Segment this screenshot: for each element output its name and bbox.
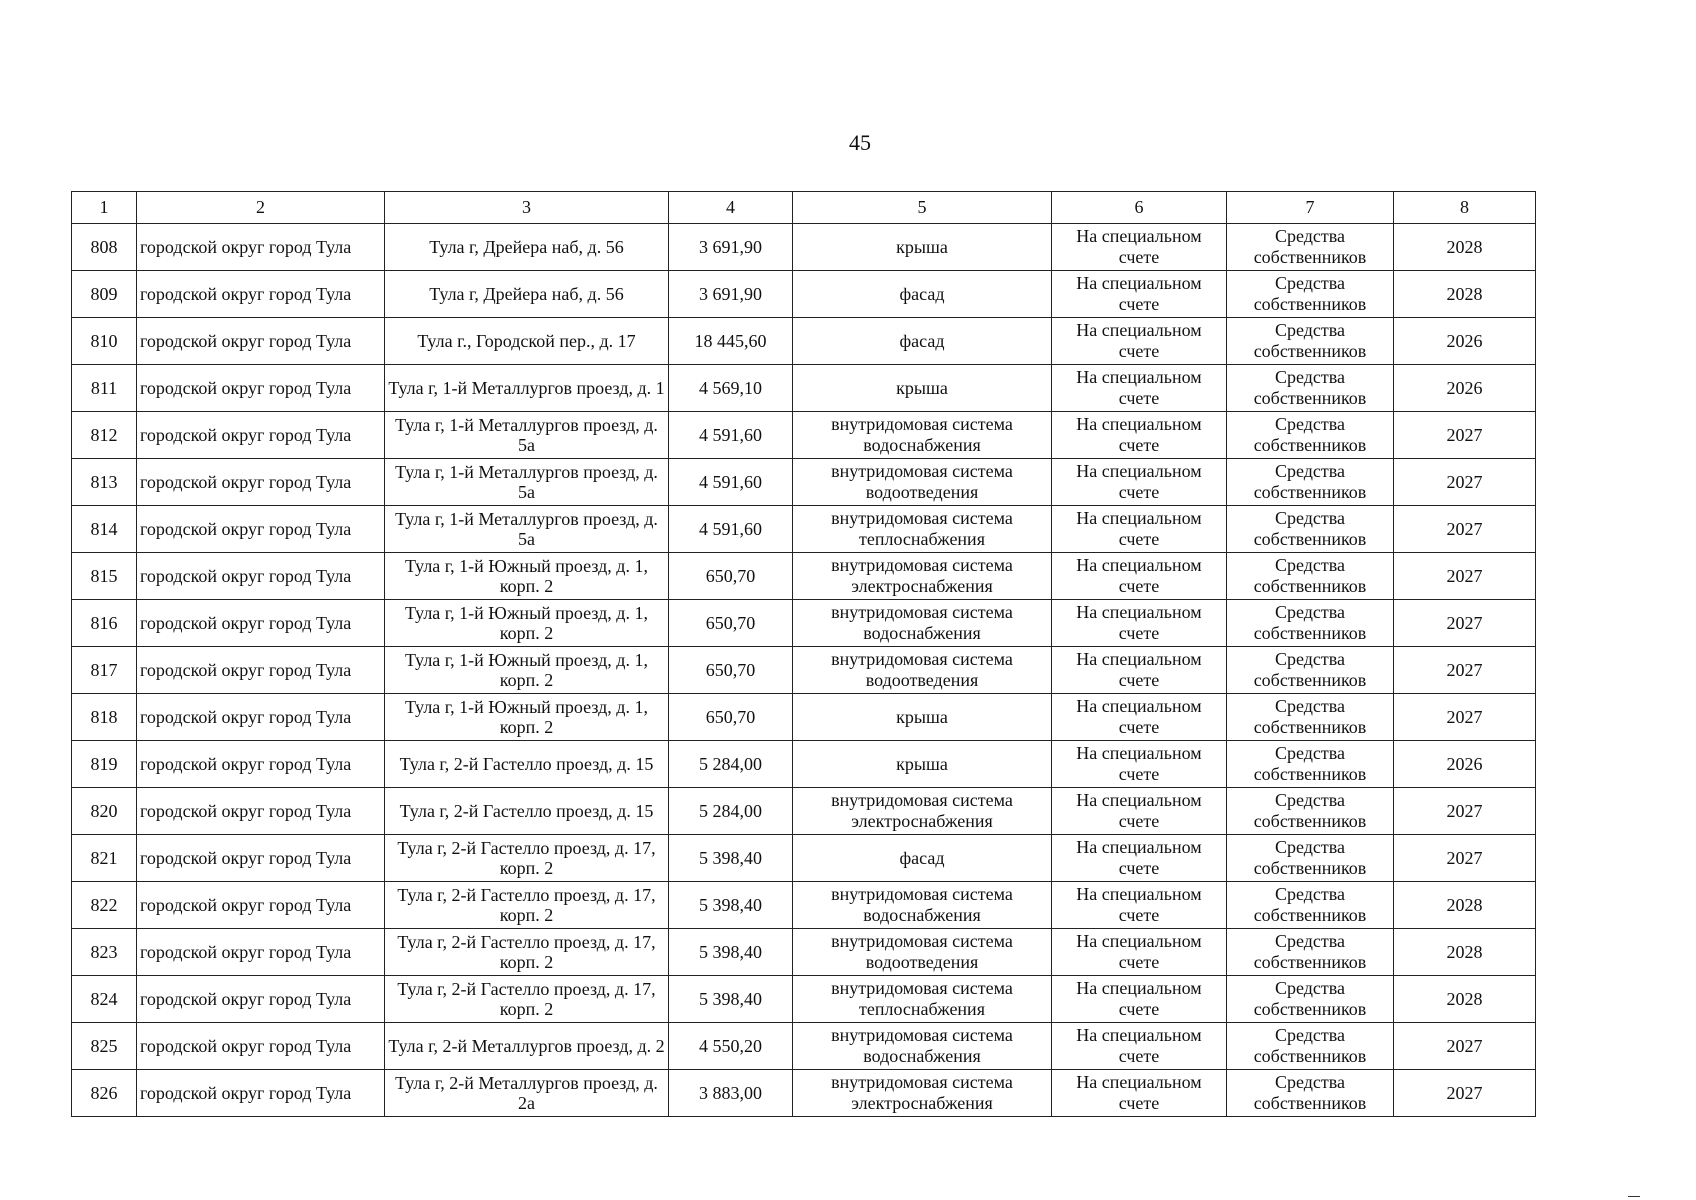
table-row <box>72 271 1536 318</box>
account-type-cell: На специальном счете <box>1052 506 1227 553</box>
area-cell: 4 591,60 <box>669 506 793 553</box>
year-cell: 2027 <box>1394 1070 1536 1117</box>
municipality-cell: городской округ город Тула <box>137 459 385 506</box>
area-cell: 650,70 <box>669 694 793 741</box>
address-cell: Тула г, 2-й Гастелло проезд, д. 17, корп. 2 <box>385 882 669 929</box>
address-cell: Тула г, 2-й Гастелло проезд, д. 17, корп. 2 <box>385 976 669 1023</box>
column-number-header: 1 <box>72 192 137 224</box>
funding-source-cell: Средства собственников <box>1227 694 1394 741</box>
funding-source-cell: Средства собственников <box>1227 459 1394 506</box>
funding-source-cell: Средства собственников <box>1227 318 1394 365</box>
address-cell: Тула г, Дрейера наб, д. 56 <box>385 224 669 271</box>
municipality-cell: городской округ город Тула <box>137 647 385 694</box>
funding-source-cell: Средства собственников <box>1227 553 1394 600</box>
account-type-cell: На специальном счете <box>1052 1023 1227 1070</box>
table-row <box>72 1023 1536 1070</box>
column-number-header-row <box>72 192 1536 224</box>
municipality-cell: городской округ город Тула <box>137 1023 385 1070</box>
row-number-cell: 818 <box>72 694 137 741</box>
row-number-cell: 820 <box>72 788 137 835</box>
table-row <box>72 224 1536 271</box>
year-cell: 2027 <box>1394 788 1536 835</box>
address-cell: Тула г, 2-й Металлургов проезд, д. 2 <box>385 1023 669 1070</box>
table-row <box>72 506 1536 553</box>
table-row <box>72 459 1536 506</box>
row-number-cell: 809 <box>72 271 137 318</box>
year-cell: 2027 <box>1394 835 1536 882</box>
row-number-cell: 816 <box>72 600 137 647</box>
area-cell: 5 398,40 <box>669 882 793 929</box>
year-cell: 2028 <box>1394 929 1536 976</box>
municipality-cell: городской округ город Тула <box>137 741 385 788</box>
account-type-cell: На специальном счете <box>1052 741 1227 788</box>
account-type-cell: На специальном счете <box>1052 694 1227 741</box>
area-cell: 5 284,00 <box>669 741 793 788</box>
work-type-cell: фасад <box>793 835 1052 882</box>
column-number-header: 4 <box>669 192 793 224</box>
funding-source-cell: Средства собственников <box>1227 365 1394 412</box>
area-cell: 5 284,00 <box>669 788 793 835</box>
row-number-cell: 823 <box>72 929 137 976</box>
table-row <box>72 929 1536 976</box>
work-type-cell: крыша <box>793 224 1052 271</box>
account-type-cell: На специальном счете <box>1052 318 1227 365</box>
municipality-cell: городской округ город Тула <box>137 600 385 647</box>
row-number-cell: 814 <box>72 506 137 553</box>
area-cell: 5 398,40 <box>669 835 793 882</box>
area-cell: 4 550,20 <box>669 1023 793 1070</box>
municipality-cell: городской округ город Тула <box>137 835 385 882</box>
address-cell: Тула г, 1-й Южный проезд, д. 1, корп. 2 <box>385 553 669 600</box>
year-cell: 2027 <box>1394 694 1536 741</box>
account-type-cell: На специальном счете <box>1052 459 1227 506</box>
account-type-cell: На специальном счете <box>1052 553 1227 600</box>
year-cell: 2027 <box>1394 647 1536 694</box>
table-row <box>72 600 1536 647</box>
funding-source-cell: Средства собственников <box>1227 835 1394 882</box>
area-cell: 4 591,60 <box>669 459 793 506</box>
row-number-cell: 825 <box>72 1023 137 1070</box>
funding-source-cell: Средства собственников <box>1227 600 1394 647</box>
year-cell: 2028 <box>1394 271 1536 318</box>
table-row <box>72 741 1536 788</box>
row-number-cell: 819 <box>72 741 137 788</box>
municipality-cell: городской округ город Тула <box>137 976 385 1023</box>
account-type-cell: На специальном счете <box>1052 976 1227 1023</box>
work-type-cell: внутридомовая система водоснабжения <box>793 882 1052 929</box>
address-cell: Тула г, 2-й Гастелло проезд, д. 17, корп. 2 <box>385 835 669 882</box>
area-cell: 650,70 <box>669 553 793 600</box>
area-cell: 650,70 <box>669 647 793 694</box>
municipality-cell: городской округ город Тула <box>137 506 385 553</box>
funding-source-cell: Средства собственников <box>1227 1023 1394 1070</box>
account-type-cell: На специальном счете <box>1052 835 1227 882</box>
year-cell: 2028 <box>1394 882 1536 929</box>
work-type-cell: внутридомовая система водоснабжения <box>793 600 1052 647</box>
row-number-cell: 824 <box>72 976 137 1023</box>
table-row <box>72 647 1536 694</box>
table-row <box>72 1070 1536 1117</box>
row-number-cell: 808 <box>72 224 137 271</box>
account-type-cell: На специальном счете <box>1052 412 1227 459</box>
address-cell: Тула г, 2-й Гастелло проезд, д. 15 <box>385 788 669 835</box>
table-row <box>72 788 1536 835</box>
table-row <box>72 882 1536 929</box>
margin-mark <box>1628 1196 1640 1197</box>
work-type-cell: внутридомовая система электроснабжения <box>793 1070 1052 1117</box>
funding-source-cell: Средства собственников <box>1227 224 1394 271</box>
account-type-cell: На специальном счете <box>1052 271 1227 318</box>
work-type-cell: внутридомовая система водоснабжения <box>793 1023 1052 1070</box>
column-number-header: 2 <box>137 192 385 224</box>
work-type-cell: крыша <box>793 365 1052 412</box>
year-cell: 2027 <box>1394 506 1536 553</box>
row-number-cell: 810 <box>72 318 137 365</box>
address-cell: Тула г, 2-й Металлургов проезд, д. 2а <box>385 1070 669 1117</box>
repair-schedule-table <box>71 191 1536 1117</box>
account-type-cell: На специальном счете <box>1052 647 1227 694</box>
address-cell: Тула г, 1-й Южный проезд, д. 1, корп. 2 <box>385 694 669 741</box>
funding-source-cell: Средства собственников <box>1227 976 1394 1023</box>
work-type-cell: фасад <box>793 318 1052 365</box>
work-type-cell: внутридомовая система теплоснабжения <box>793 506 1052 553</box>
year-cell: 2026 <box>1394 365 1536 412</box>
account-type-cell: На специальном счете <box>1052 788 1227 835</box>
area-cell: 3 691,90 <box>669 271 793 318</box>
funding-source-cell: Средства собственников <box>1227 1070 1394 1117</box>
column-number-header: 7 <box>1227 192 1394 224</box>
funding-source-cell: Средства собственников <box>1227 647 1394 694</box>
funding-source-cell: Средства собственников <box>1227 882 1394 929</box>
account-type-cell: На специальном счете <box>1052 1070 1227 1117</box>
work-type-cell: крыша <box>793 694 1052 741</box>
table-row <box>72 835 1536 882</box>
row-number-cell: 826 <box>72 1070 137 1117</box>
year-cell: 2026 <box>1394 318 1536 365</box>
year-cell: 2027 <box>1394 553 1536 600</box>
table-row <box>72 365 1536 412</box>
table-row <box>72 553 1536 600</box>
row-number-cell: 811 <box>72 365 137 412</box>
area-cell: 3 883,00 <box>669 1070 793 1117</box>
row-number-cell: 813 <box>72 459 137 506</box>
row-number-cell: 822 <box>72 882 137 929</box>
account-type-cell: На специальном счете <box>1052 882 1227 929</box>
municipality-cell: городской округ город Тула <box>137 788 385 835</box>
address-cell: Тула г, 1-й Металлургов проезд, д. 5а <box>385 459 669 506</box>
year-cell: 2028 <box>1394 976 1536 1023</box>
address-cell: Тула г, 2-й Гастелло проезд, д. 15 <box>385 741 669 788</box>
account-type-cell: На специальном счете <box>1052 929 1227 976</box>
work-type-cell: внутридомовая система электроснабжения <box>793 788 1052 835</box>
row-number-cell: 821 <box>72 835 137 882</box>
area-cell: 4 569,10 <box>669 365 793 412</box>
municipality-cell: городской округ город Тула <box>137 882 385 929</box>
column-number-header: 5 <box>793 192 1052 224</box>
year-cell: 2027 <box>1394 600 1536 647</box>
municipality-cell: городской округ город Тула <box>137 1070 385 1117</box>
municipality-cell: городской округ город Тула <box>137 224 385 271</box>
account-type-cell: На специальном счете <box>1052 600 1227 647</box>
funding-source-cell: Средства собственников <box>1227 929 1394 976</box>
year-cell: 2027 <box>1394 1023 1536 1070</box>
work-type-cell: внутридомовая система электроснабжения <box>793 553 1052 600</box>
work-type-cell: фасад <box>793 271 1052 318</box>
column-number-header: 6 <box>1052 192 1227 224</box>
work-type-cell: внутридомовая система водоснабжения <box>793 412 1052 459</box>
table-row <box>72 694 1536 741</box>
funding-source-cell: Средства собственников <box>1227 741 1394 788</box>
municipality-cell: городской округ город Тула <box>137 365 385 412</box>
address-cell: Тула г, 2-й Гастелло проезд, д. 17, корп. 2 <box>385 929 669 976</box>
year-cell: 2028 <box>1394 224 1536 271</box>
work-type-cell: внутридомовая система теплоснабжения <box>793 976 1052 1023</box>
municipality-cell: городской округ город Тула <box>137 412 385 459</box>
table-row <box>72 976 1536 1023</box>
table-row <box>72 412 1536 459</box>
address-cell: Тула г, 1-й Металлургов проезд, д. 5а <box>385 412 669 459</box>
work-type-cell: внутридомовая система водоотведения <box>793 459 1052 506</box>
page-number: 45 <box>849 130 871 155</box>
row-number-cell: 815 <box>72 553 137 600</box>
table-body <box>72 192 1536 1117</box>
funding-source-cell: Средства собственников <box>1227 788 1394 835</box>
municipality-cell: городской округ город Тула <box>137 553 385 600</box>
work-type-cell: внутридомовая система водоотведения <box>793 647 1052 694</box>
municipality-cell: городской округ город Тула <box>137 318 385 365</box>
row-number-cell: 817 <box>72 647 137 694</box>
area-cell: 5 398,40 <box>669 976 793 1023</box>
funding-source-cell: Средства собственников <box>1227 506 1394 553</box>
column-number-header: 8 <box>1394 192 1536 224</box>
funding-source-cell: Средства собственников <box>1227 412 1394 459</box>
row-number-cell: 812 <box>72 412 137 459</box>
address-cell: Тула г, 1-й Южный проезд, д. 1, корп. 2 <box>385 600 669 647</box>
municipality-cell: городской округ город Тула <box>137 929 385 976</box>
column-number-header: 3 <box>385 192 669 224</box>
work-type-cell: крыша <box>793 741 1052 788</box>
funding-source-cell: Средства собственников <box>1227 271 1394 318</box>
year-cell: 2027 <box>1394 459 1536 506</box>
area-cell: 18 445,60 <box>669 318 793 365</box>
area-cell: 5 398,40 <box>669 929 793 976</box>
municipality-cell: городской округ город Тула <box>137 271 385 318</box>
address-cell: Тула г, 1-й Металлургов проезд, д. 5а <box>385 506 669 553</box>
work-type-cell: внутридомовая система водоотведения <box>793 929 1052 976</box>
address-cell: Тула г, 1-й Южный проезд, д. 1, корп. 2 <box>385 647 669 694</box>
address-cell: Тула г, Дрейера наб, д. 56 <box>385 271 669 318</box>
address-cell: Тула г, 1-й Металлургов проезд, д. 1 <box>385 365 669 412</box>
area-cell: 3 691,90 <box>669 224 793 271</box>
year-cell: 2027 <box>1394 412 1536 459</box>
year-cell: 2026 <box>1394 741 1536 788</box>
account-type-cell: На специальном счете <box>1052 365 1227 412</box>
address-cell: Тула г., Городской пер., д. 17 <box>385 318 669 365</box>
area-cell: 650,70 <box>669 600 793 647</box>
area-cell: 4 591,60 <box>669 412 793 459</box>
account-type-cell: На специальном счете <box>1052 224 1227 271</box>
municipality-cell: городской округ город Тула <box>137 694 385 741</box>
table-row <box>72 318 1536 365</box>
